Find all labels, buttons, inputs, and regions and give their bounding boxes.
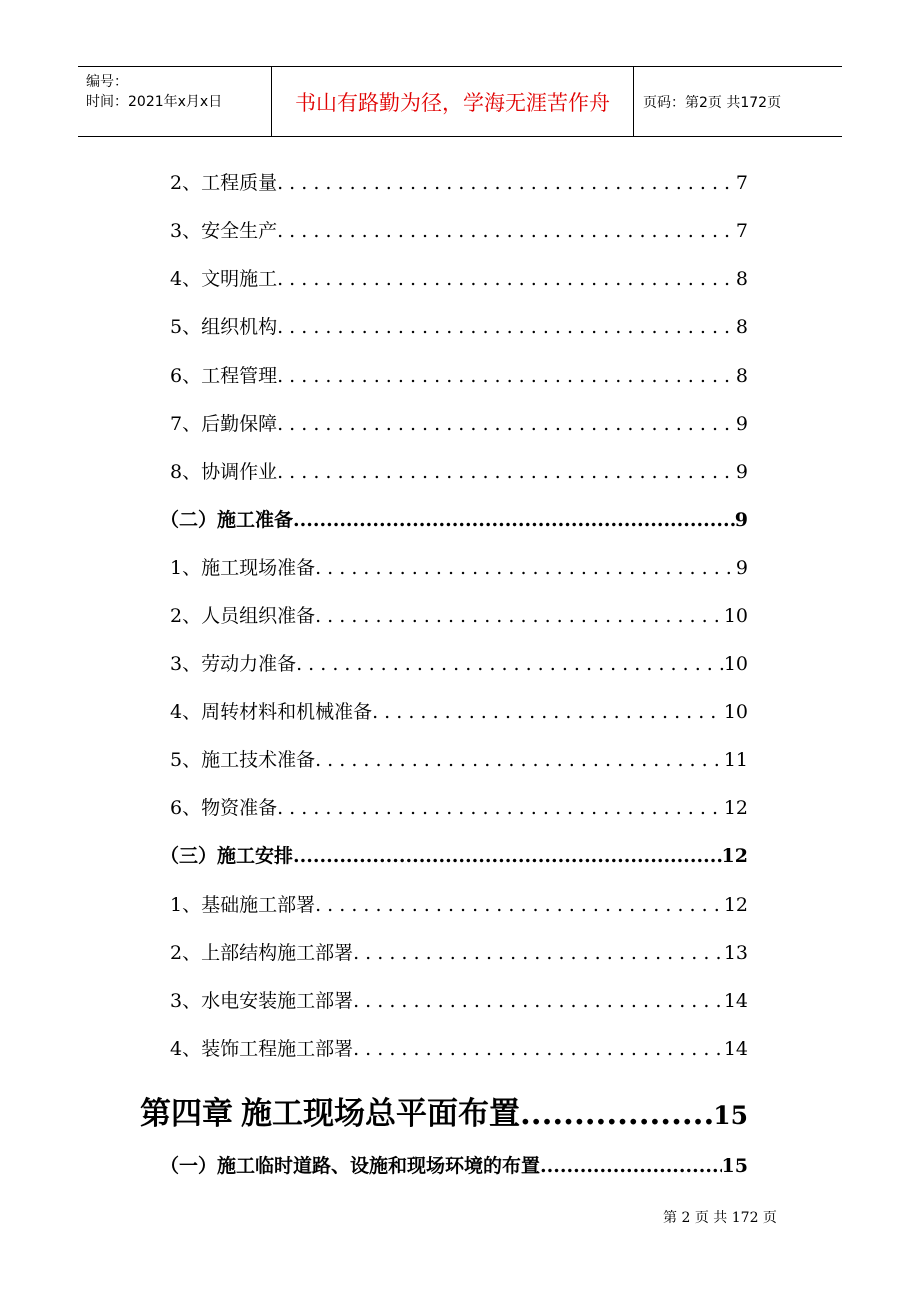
- toc-leader: [293, 845, 722, 867]
- toc-entry[interactable]: [170, 938, 748, 965]
- toc-entry[interactable]: [170, 312, 748, 339]
- number-label: 编号：: [86, 74, 128, 90]
- toc-chapter[interactable]: [140, 1088, 748, 1133]
- toc-entry-page: 8: [735, 268, 748, 290]
- toc-leader: [353, 942, 724, 964]
- toc-entry-page: 12: [723, 797, 748, 819]
- toc-entry-title: 3、劳动力准备: [170, 653, 297, 675]
- header-page-info: 页码：第2页 共172页: [643, 94, 782, 111]
- toc-entry-page: 14: [723, 990, 748, 1012]
- toc-entry[interactable]: [170, 697, 748, 724]
- toc-leader: [315, 894, 724, 916]
- toc-entry-page: 10: [723, 653, 748, 675]
- toc-leader: [277, 220, 736, 242]
- header-meta: [78, 67, 272, 136]
- toc-entry[interactable]: [170, 216, 748, 243]
- toc-section[interactable]: [160, 505, 748, 532]
- toc-entry-title: 6、工程管理: [170, 365, 278, 387]
- toc-entry-title: 3、水电安装施工部署: [170, 990, 354, 1012]
- toc-leader: [277, 461, 736, 483]
- toc-entry-page: 9: [735, 557, 748, 579]
- toc-leader: [277, 316, 736, 338]
- toc-leader: [277, 172, 736, 194]
- toc-entry[interactable]: [170, 601, 748, 628]
- toc-entry-page: 7: [735, 220, 748, 242]
- toc-leader: [277, 797, 724, 819]
- toc-leader: [293, 509, 735, 531]
- toc-section-title: （二）施工准备: [160, 509, 294, 531]
- toc-section-page: 15: [721, 1155, 748, 1177]
- toc-section[interactable]: [160, 1151, 748, 1178]
- toc-entry-page: 14: [723, 1038, 748, 1060]
- toc-entry-title: 2、上部结构施工部署: [170, 942, 354, 964]
- toc-entry-title: 1、基础施工部署: [170, 894, 316, 916]
- toc-entry-page: 9: [735, 413, 748, 435]
- toc-entry[interactable]: [170, 890, 748, 917]
- toc-leader: [315, 749, 724, 771]
- toc-entry[interactable]: [170, 793, 748, 820]
- toc-section-page: 12: [721, 845, 748, 867]
- toc-entry-page: 9: [735, 461, 748, 483]
- toc-entry-title: 5、组织机构: [170, 316, 278, 338]
- toc-leader: [315, 557, 736, 579]
- toc-entry[interactable]: [170, 409, 748, 436]
- toc-entry-title: 4、文明施工: [170, 268, 278, 290]
- toc-entry-title: 2、工程质量: [170, 172, 278, 194]
- toc-chapter-number: 第四章: [140, 1096, 233, 1132]
- toc-leader: [277, 413, 736, 435]
- toc-entry-title: 4、装饰工程施工部署: [170, 1038, 354, 1060]
- toc-entry[interactable]: [170, 986, 748, 1013]
- toc-chapter-title: 施工现场总平面布置: [240, 1096, 520, 1132]
- toc-entry[interactable]: [170, 745, 748, 772]
- toc-entry-title: 4、周转材料和机械准备: [170, 701, 373, 723]
- toc-leader: [315, 605, 724, 627]
- toc-chapter-page: 15: [713, 1101, 748, 1130]
- toc-entry[interactable]: [170, 1034, 748, 1061]
- toc-entry[interactable]: [170, 361, 748, 388]
- toc-leader: [372, 701, 724, 723]
- toc-entry-page: 10: [723, 701, 748, 723]
- toc-entry[interactable]: [170, 553, 748, 580]
- time-label: 时间：2021年x月x日: [86, 94, 223, 110]
- toc-entry-title: 1、施工现场准备: [170, 557, 316, 579]
- page-footer: 第 2 页 共 172 页: [663, 1210, 777, 1226]
- toc-entry-title: 3、安全生产: [170, 220, 278, 242]
- toc-leader: [277, 268, 736, 290]
- toc-section-page: 9: [734, 509, 748, 531]
- toc-entry-title: 5、施工技术准备: [170, 749, 316, 771]
- toc-leader: [520, 1096, 713, 1132]
- toc-entry-title: 7、后勤保障: [170, 413, 278, 435]
- toc-entry-page: 8: [735, 316, 748, 338]
- toc-entry-title: 8、协调作业: [170, 461, 278, 483]
- toc-entry-title: 6、物资准备: [170, 797, 278, 819]
- toc-entry[interactable]: [170, 168, 748, 195]
- toc-entry-page: 8: [735, 365, 748, 387]
- page-header: [78, 66, 842, 137]
- toc-entry[interactable]: [170, 649, 748, 676]
- toc-entry[interactable]: [170, 264, 748, 291]
- toc-section[interactable]: [160, 841, 748, 868]
- toc-leader: [353, 990, 724, 1012]
- toc-leader: [277, 365, 736, 387]
- toc-entry-page: 7: [735, 172, 748, 194]
- toc-entry-page: 11: [723, 749, 748, 771]
- toc-entry[interactable]: [170, 457, 748, 484]
- toc-section-title: （三）施工安排: [160, 845, 294, 867]
- toc-leader: [296, 653, 724, 675]
- toc-entry-title: 2、人员组织准备: [170, 605, 316, 627]
- toc-entry-page: 10: [723, 605, 748, 627]
- toc-leader: [540, 1155, 722, 1177]
- toc-leader: [353, 1038, 724, 1060]
- header-motto: 书山有路勤为径，学海无涯苦作舟: [272, 67, 634, 136]
- toc-entry-page: 13: [723, 942, 748, 964]
- toc-entry-page: 12: [723, 894, 748, 916]
- toc-section-title: （一）施工临时道路、设施和现场环境的布置: [160, 1155, 541, 1177]
